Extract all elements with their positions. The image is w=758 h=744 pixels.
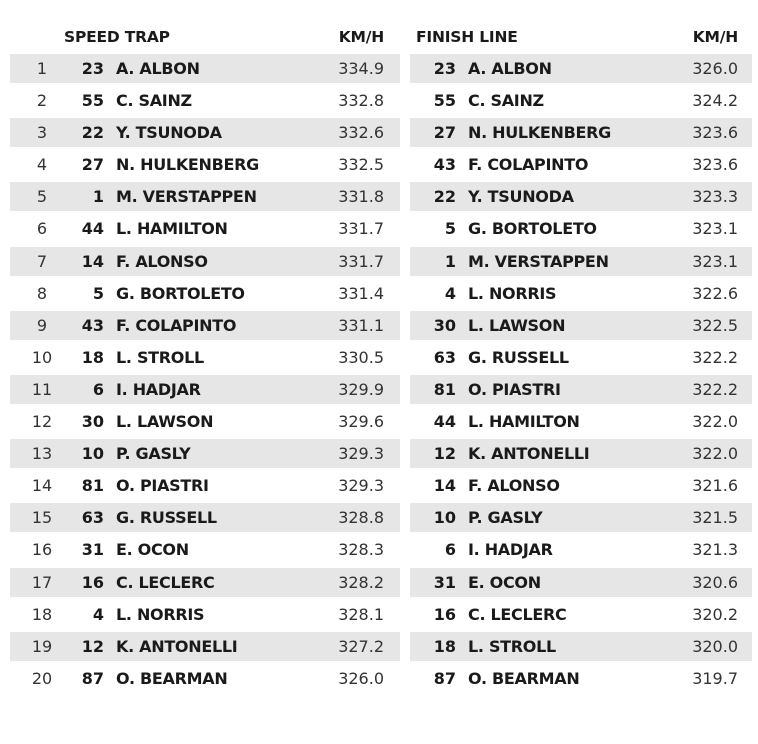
position-cell: 17 (31, 572, 53, 592)
table-row (410, 375, 752, 404)
car-number-cell: 16 (81, 572, 104, 592)
speed-cell: 329.9 (338, 379, 384, 399)
table-row (410, 182, 752, 211)
speed-cell: 320.2 (692, 604, 738, 624)
car-number-cell: 12 (433, 444, 456, 464)
table-row (10, 279, 400, 308)
car-number-cell: 5 (92, 283, 104, 303)
table-row (10, 600, 400, 629)
speed-cell: 327.2 (338, 636, 384, 656)
car-number-cell: 6 (92, 379, 104, 399)
position-cell: 3 (36, 123, 48, 143)
car-number-cell: 27 (81, 155, 104, 175)
driver-name-cell: G. BORTOLETO (116, 283, 245, 303)
driver-name-cell: L. LAWSON (116, 412, 214, 432)
speed-cell: 322.2 (692, 347, 738, 367)
table-row (410, 118, 752, 147)
speed-cell: 326.0 (692, 59, 738, 78)
speed-cell: 331.7 (338, 219, 384, 239)
speed-cell: 328.1 (338, 604, 384, 624)
speed-cell: 332.8 (338, 91, 384, 111)
speed-cell: 329.3 (338, 444, 384, 464)
table-row (410, 86, 752, 115)
table-row (10, 471, 400, 500)
driver-name-cell: E. OCON (468, 572, 541, 592)
position-cell: 14 (31, 476, 53, 496)
car-number-cell: 87 (81, 668, 104, 688)
speed-cell: 321.6 (692, 476, 738, 496)
table-row (410, 54, 752, 83)
table-row (10, 182, 400, 211)
speed-cell: 332.6 (338, 123, 384, 143)
position-cell: 13 (31, 444, 53, 464)
car-number-cell: 1 (444, 251, 456, 271)
speed-cell: 331.8 (338, 187, 384, 207)
car-number-cell: 63 (433, 347, 456, 367)
table-row (410, 279, 752, 308)
position-cell: 6 (36, 219, 48, 239)
speed-cell: 328.8 (338, 508, 384, 528)
driver-name-cell: L. HAMILTON (116, 219, 228, 239)
position-cell: 8 (36, 283, 48, 303)
car-number-cell: 43 (81, 315, 104, 335)
driver-name-cell: L. NORRIS (468, 283, 557, 303)
driver-name-cell: F. ALONSO (468, 476, 560, 496)
speed-cell: 322.2 (692, 379, 738, 399)
speed-cell: 331.1 (338, 315, 384, 335)
driver-name-cell: N. HULKENBERG (468, 123, 612, 143)
car-number-cell: 16 (433, 604, 456, 624)
table-row (10, 247, 400, 276)
driver-name-cell: E. OCON (116, 540, 189, 560)
driver-name-cell: O. PIASTRI (468, 379, 561, 399)
driver-name-cell: O. BEARMAN (116, 668, 228, 688)
car-number-cell: 10 (433, 508, 456, 528)
table-row (410, 600, 752, 629)
table-row (410, 632, 752, 661)
driver-name-cell: L. NORRIS (116, 604, 205, 624)
driver-name-cell: O. PIASTRI (116, 476, 209, 496)
position-cell: 16 (31, 540, 53, 560)
car-number-cell: 6 (444, 540, 456, 560)
speed-cell: 324.2 (692, 91, 738, 111)
speed-cell: 322.0 (692, 444, 738, 464)
table-row (410, 214, 752, 243)
speed-cell: 320.6 (692, 572, 738, 592)
speed-cell: 329.3 (338, 476, 384, 496)
car-number-cell: 31 (81, 540, 104, 560)
table-row (10, 535, 400, 564)
car-number-cell: 4 (92, 604, 104, 624)
driver-name-cell: N. HULKENBERG (116, 155, 260, 175)
table-row (10, 86, 400, 115)
speed-trap-table (10, 22, 400, 696)
position-cell: 12 (31, 412, 53, 432)
car-number-cell: 18 (433, 636, 456, 656)
table-row (10, 150, 400, 179)
speed-cell: 331.4 (338, 283, 384, 303)
table-row (410, 664, 752, 693)
car-number-cell: 1 (92, 187, 104, 207)
position-cell: 4 (36, 155, 48, 175)
driver-name-cell: K. ANTONELLI (468, 444, 590, 464)
position-cell: 2 (36, 91, 48, 111)
finish-line-table (410, 22, 752, 696)
driver-name-cell: L. STROLL (116, 347, 204, 367)
table-row (10, 568, 400, 597)
car-number-cell: 4 (444, 283, 456, 303)
speed-cell: 321.3 (692, 540, 738, 560)
driver-name-cell: L. LAWSON (468, 315, 566, 335)
speed-cell: 332.5 (338, 155, 384, 175)
car-number-cell: 22 (433, 187, 456, 207)
position-cell: 18 (31, 604, 53, 624)
car-number-cell: 43 (433, 155, 456, 175)
finish-line-unit: KM/H (692, 28, 738, 46)
driver-name-cell: Y. TSUNODA (468, 187, 574, 207)
speed-cell: 326.0 (338, 668, 384, 688)
driver-name-cell: L. STROLL (468, 636, 556, 656)
car-number-cell: 12 (81, 636, 104, 656)
position-cell: 7 (36, 251, 48, 271)
speed-cell: 323.6 (692, 123, 738, 143)
position-cell: 1 (36, 59, 48, 78)
driver-name-cell: C. LECLERC (116, 572, 215, 592)
driver-name-cell: F. ALONSO (116, 251, 208, 271)
speed-cell: 323.1 (692, 251, 738, 271)
speed-cell: 322.6 (692, 283, 738, 303)
finish-line-header (410, 22, 752, 54)
car-number-cell: 22 (81, 123, 104, 143)
driver-name-cell: G. RUSSELL (468, 347, 569, 367)
driver-name-cell: A. ALBON (116, 59, 200, 78)
driver-name-cell: L. HAMILTON (468, 412, 580, 432)
car-number-cell: 44 (81, 219, 104, 239)
driver-name-cell: F. COLAPINTO (468, 155, 589, 175)
speed-cell: 321.5 (692, 508, 738, 528)
speed-cell: 328.2 (338, 572, 384, 592)
position-cell: 5 (36, 187, 48, 207)
driver-name-cell: P. GASLY (116, 444, 191, 464)
table-row (410, 535, 752, 564)
table-row (10, 118, 400, 147)
speed-cell: 328.3 (338, 540, 384, 560)
table-row (10, 632, 400, 661)
driver-name-cell: C. LECLERC (468, 604, 567, 624)
table-row (10, 439, 400, 468)
speed-cell: 329.6 (338, 412, 384, 432)
car-number-cell: 81 (81, 476, 104, 496)
driver-name-cell: F. COLAPINTO (116, 315, 237, 335)
table-row (10, 214, 400, 243)
car-number-cell: 27 (433, 123, 456, 143)
car-number-cell: 30 (433, 315, 456, 335)
speed-cell: 319.7 (692, 668, 738, 688)
car-number-cell: 10 (81, 444, 104, 464)
driver-name-cell: K. ANTONELLI (116, 636, 238, 656)
speed-trap-header (10, 22, 400, 54)
position-cell: 20 (31, 668, 53, 688)
table-row (410, 568, 752, 597)
driver-name-cell: G. RUSSELL (116, 508, 217, 528)
driver-name-cell: C. SAINZ (468, 91, 544, 111)
driver-name-cell: P. GASLY (468, 508, 543, 528)
car-number-cell: 81 (433, 379, 456, 399)
speed-cell: 331.7 (338, 251, 384, 271)
speed-cell: 323.1 (692, 219, 738, 239)
table-row (410, 503, 752, 532)
table-row (410, 439, 752, 468)
driver-name-cell: Y. TSUNODA (116, 123, 222, 143)
car-number-cell: 30 (81, 412, 104, 432)
car-number-cell: 44 (433, 412, 456, 432)
car-number-cell: 63 (81, 508, 104, 528)
position-cell: 15 (31, 508, 53, 528)
table-row (10, 54, 400, 83)
speed-cell: 323.6 (692, 155, 738, 175)
table-row (10, 407, 400, 436)
table-row (10, 343, 400, 372)
speed-trap-unit: KM/H (338, 28, 384, 46)
speed-cell: 320.0 (692, 636, 738, 656)
table-row (10, 311, 400, 340)
position-cell: 9 (36, 315, 48, 335)
speed-cell: 322.5 (692, 315, 738, 335)
table-row (410, 311, 752, 340)
driver-name-cell: I. HADJAR (468, 540, 553, 560)
car-number-cell: 55 (433, 91, 456, 111)
car-number-cell: 14 (433, 476, 456, 496)
table-row (410, 247, 752, 276)
driver-name-cell: I. HADJAR (116, 379, 201, 399)
table-row (410, 343, 752, 372)
table-row (410, 407, 752, 436)
speed-cell: 330.5 (338, 347, 384, 367)
position-cell: 10 (31, 347, 53, 367)
car-number-cell: 55 (81, 91, 104, 111)
car-number-cell: 5 (444, 219, 456, 239)
finish-line-title: FINISH LINE (416, 28, 518, 46)
finish-line-rows (410, 54, 752, 693)
driver-name-cell: M. VERSTAPPEN (468, 251, 609, 271)
position-cell: 11 (31, 379, 53, 399)
speed-trap-title: SPEED TRAP (64, 28, 170, 46)
speed-trap-rows (10, 54, 400, 693)
car-number-cell: 87 (433, 668, 456, 688)
driver-name-cell: C. SAINZ (116, 91, 192, 111)
table-row (410, 150, 752, 179)
driver-name-cell: G. BORTOLETO (468, 219, 597, 239)
table-row (410, 471, 752, 500)
driver-name-cell: M. VERSTAPPEN (116, 187, 257, 207)
car-number-cell: 18 (81, 347, 104, 367)
car-number-cell: 31 (433, 572, 456, 592)
speed-cell: 334.9 (338, 59, 384, 78)
car-number-cell: 14 (81, 251, 104, 271)
speed-cell: 322.0 (692, 412, 738, 432)
table-row (10, 503, 400, 532)
driver-name-cell: O. BEARMAN (468, 668, 580, 688)
car-number-cell: 23 (433, 59, 456, 78)
position-cell: 19 (31, 636, 53, 656)
speed-cell: 323.3 (692, 187, 738, 207)
table-row (10, 375, 400, 404)
table-row (10, 664, 400, 693)
driver-name-cell: A. ALBON (468, 59, 552, 78)
car-number-cell: 23 (81, 59, 104, 78)
